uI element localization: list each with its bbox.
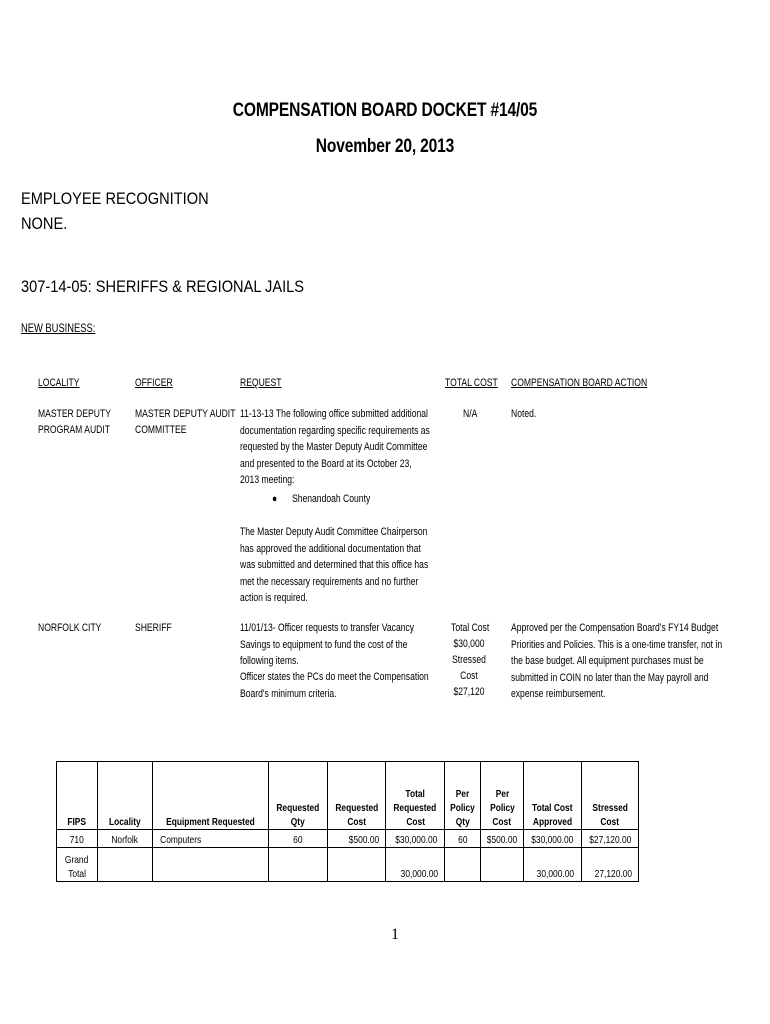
col-locality: LOCALITY [38, 377, 80, 389]
th-stressed-cost: Stressed Cost [581, 762, 639, 830]
cell-locality: Norfolk [98, 830, 153, 848]
entry1-bullet-marker: ● [272, 493, 278, 505]
cell-stressed-cost: $27,120.00 [581, 830, 639, 848]
equipment-table [56, 761, 639, 882]
entry1-officer-line2: COMMITTEE [135, 424, 187, 436]
entry1-request-text: 11-13-13 The following office submitted additional documentation regarding specific requirements as requested by the Master Deputy Audit Committee and presented to the Board at its October 23, 2013 meeting: [240, 408, 430, 486]
grand-total-row [57, 848, 639, 882]
cell-grand-total-requested: 30,000.00 [386, 848, 445, 882]
cell-equipment: Computers [153, 830, 269, 848]
th-requested-cost: Requested Cost [327, 762, 386, 830]
docket-date: November 20, 2013 [315, 136, 455, 157]
entry2-request-text2: Officer states the PCs do meet the Compensation Board's minimum criteria. [240, 671, 429, 700]
page-number: 1 [391, 926, 399, 943]
entry1-total-cost: N/A [463, 408, 478, 420]
entry2-cost-line2: $30,000 [453, 638, 485, 650]
table-row [57, 830, 639, 848]
cell-per-policy-qty: 60 [445, 830, 481, 848]
recognition-heading: EMPLOYEE RECOGNITION [21, 189, 209, 208]
entry1-locality-line2: PROGRAM AUDIT [38, 424, 110, 436]
recognition-value: NONE. [21, 214, 68, 233]
col-total-cost: TOTAL COST [445, 377, 498, 389]
cell-empty [98, 848, 153, 882]
cell-empty [445, 848, 481, 882]
th-total-cost-approved: Total Cost Approved [524, 762, 582, 830]
entry2-cost-line1: Total Cost [451, 622, 490, 634]
th-total-requested-cost: Total Requested Cost [386, 762, 445, 830]
entry1-locality-line1: MASTER DEPUTY [38, 408, 111, 420]
entry2-request-text: 11/01/13- Officer requests to transfer Vacancy Savings to equipment to fund the cost of the following items. [240, 622, 415, 667]
th-locality: Locality [98, 762, 153, 830]
entry1-action: Noted. [511, 408, 537, 420]
cell-per-policy-cost: $500.00 [481, 830, 524, 848]
entry1-followup-text: The Master Deputy Audit Committee Chairperson has approved the additional documentation that was submitted and determined that this office has met the necessary requirements and no further action is required. [240, 526, 429, 604]
cell-empty [481, 848, 524, 882]
entry2-cost-line3: Stressed [452, 654, 486, 666]
new-business-heading: NEW BUSINESS: [21, 321, 96, 335]
entry2-cost-line5: $27,120 [453, 686, 485, 698]
th-requested-qty: Requested Qty [268, 762, 327, 830]
cell-total-cost-approved: $30,000.00 [524, 830, 582, 848]
cell-grand-total-label: Grand Total [57, 848, 98, 882]
entry2-locality: NORFOLK CITY [38, 622, 102, 634]
cell-empty [327, 848, 386, 882]
th-fips: FIPS [57, 762, 98, 830]
docket-title: COMPENSATION BOARD DOCKET #14/05 [232, 100, 538, 121]
entry1-officer-line1: MASTER DEPUTY AUDIT [135, 408, 236, 420]
cell-empty [153, 848, 269, 882]
entry2-action-text: Approved per the Compensation Board's FY14 Budget Priorities and Policies. This is a one-time transfer, not in the base budget. All equipment purchases must be submitted in COIN no later than the May payroll and expense reimbursement. [511, 622, 723, 700]
cell-empty [268, 848, 327, 882]
cell-grand-total-stressed: 27,120.00 [581, 848, 639, 882]
cell-fips: 710 [57, 830, 98, 848]
entry1-bullet-item: Shenandoah County [292, 493, 371, 505]
entry2-cost-line4: Cost [460, 670, 478, 682]
cell-grand-total-approved: 30,000.00 [524, 848, 582, 882]
section-heading: 307-14-05: SHERIFFS & REGIONAL JAILS [21, 277, 305, 296]
col-action: COMPENSATION BOARD ACTION [511, 377, 648, 389]
col-officer: OFFICER [135, 377, 173, 389]
cell-requested-cost: $500.00 [327, 830, 386, 848]
cell-total-requested-cost: $30,000.00 [386, 830, 445, 848]
col-request: REQUEST [240, 377, 282, 389]
cell-requested-qty: 60 [268, 830, 327, 848]
entry2-officer: SHERIFF [135, 622, 172, 634]
th-equipment: Equipment Requested [153, 762, 269, 830]
th-per-policy-cost: Per Policy Cost [481, 762, 524, 830]
th-per-policy-qty: Per Policy Qty [445, 762, 481, 830]
